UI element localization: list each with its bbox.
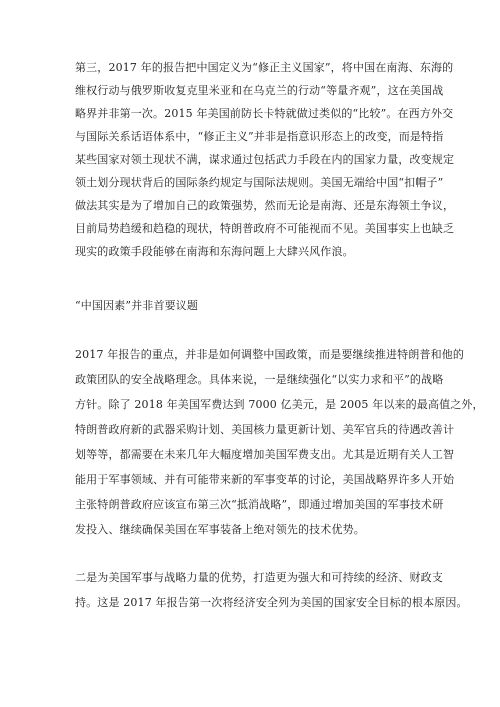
text-line: 政策团队的安全战略理念。具体来说，一是继续强化“以实力求和平”的战略	[75, 373, 444, 386]
text-line: 划等等，都需要在未来几年大幅度增加美国军费支出。尤其是近期有关人工智	[75, 448, 455, 461]
text-line: 主张特朗普政府应该宣布第三次“抵消战略”，即通过增加美国的军事技术研	[75, 498, 444, 511]
text-line: 略界并非第一次。2015 年美国前防长卡特就做过类似的“比较”。在西方外交	[75, 107, 454, 120]
text-line: 持。这是 2017 年报告第一次将经济安全列为美国的国家安全目标的根本原因。	[75, 596, 468, 609]
text-line: 现实的政策手段能够在南海和东海问题上大肆兴风作浪。	[75, 245, 354, 258]
text-line: 领土划分现状背后的国际条约规定与国际法规则。美国无端给中国“扣帽子”	[75, 176, 444, 189]
text-line: 维权行动与俄罗斯收复克里米亚和在乌克兰的行动“等量齐观”，这在美国战	[75, 84, 444, 97]
text-line: 2017 年报告的重点，并非是如何调整中国政策，而是要继续推进特朗普和他的	[75, 348, 465, 361]
text-line: 特朗普政府新的武器采购计划、美国核力量更新计划、美军官兵的待遇改善计	[75, 423, 455, 436]
text-line: 二是为美国军事与战略力量的优势，打造更为强大和可持续的经济、财政支	[75, 571, 443, 584]
text-line: 能用于军事领域、并有可能带来新的军事变革的讨论，美国战略界许多人开始	[75, 473, 455, 486]
text-line: 第三，2017 年的报告把中国定义为“修正主义国家”，将中国在南海、东海的	[75, 61, 454, 74]
section-heading-text: “中国因素”并非首要议题	[75, 299, 199, 312]
text-line: 做法其实是为了增加自己的政策强势，然而无论是南海、还是东海领土争议，	[75, 199, 455, 212]
text-line: 目前局势趋缓和趋稳的现状，特朗普政府不可能视而不见。美国事实上也缺乏	[75, 222, 455, 235]
text-line: 某些国家对领土现状不满，谋求通过包括武力手段在内的国家力量，改变规定	[75, 153, 455, 166]
text-line: 方针。除了 2018 年美国军费达到 7000 亿美元，是 2005 年以来的最高值之外，	[75, 398, 484, 411]
text-line: 与国际关系话语体系中，“修正主义”并非是指意识形态上的改变，而是特指	[75, 130, 444, 143]
text-line: 发投入、继续确保美国在军事装备上绝对领先的技术优势。	[75, 523, 365, 536]
